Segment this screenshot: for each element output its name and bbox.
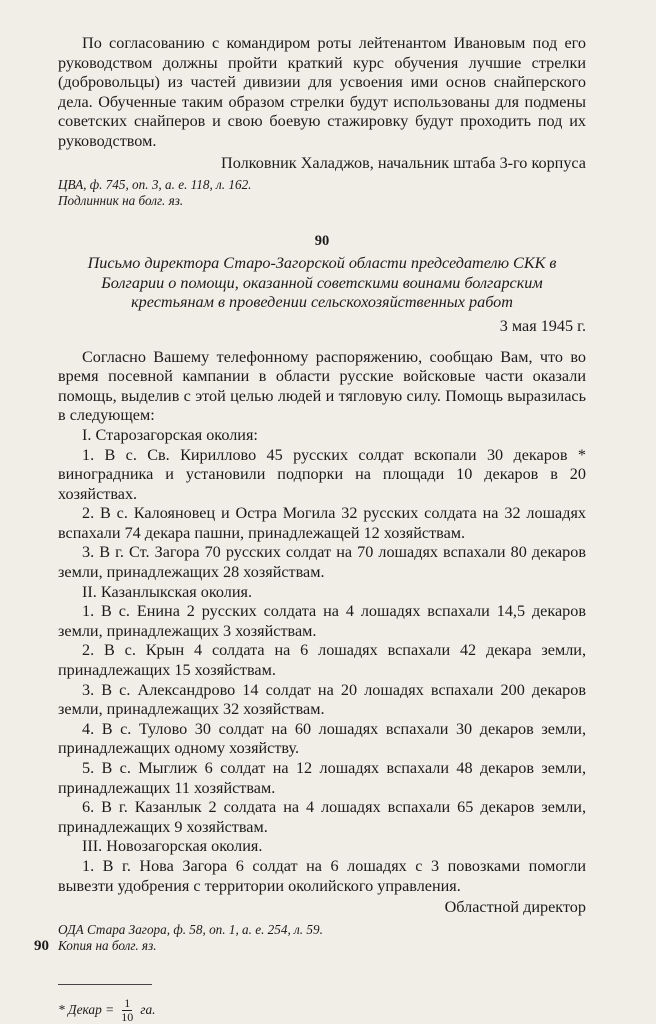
- section-2: [58, 583, 586, 838]
- document-title: Письмо директора Старо-Загорской области председателю СКК в Болгарии о помощи, оказанной советскими воинами болгарским крестьянам в проведении сельскохозяйственных работ: [87, 254, 557, 312]
- source-note-line: Копия на болг. яз.: [58, 937, 157, 953]
- section-item: 1. В г. Нова Загора 6 солдат на 6 лошадях с 3 повозками помогли вывезти удобрения с территории околийского управления.: [58, 856, 586, 895]
- section-heading: I. Старозагорская околия:: [82, 425, 258, 444]
- section-item: 5. В с. Мыглиж 6 солдат на 12 лошадях вспахали 48 декаров земли, принадлежащих 11 хозяйствам.: [58, 759, 586, 797]
- document-date: 3 мая 1945 г.: [499, 316, 586, 335]
- fraction: [121, 997, 133, 1024]
- fraction-numerator: 1: [124, 995, 131, 1010]
- section-item: 2. В с. Крын 4 солдата на 6 лошадях вспахали 42 декара земли, принадлежащих 15 хозяйствам.: [58, 641, 586, 680]
- source-archive-line: ЦВА, ф. 745, оп. 3, а. е. 118, л. 162.: [58, 177, 252, 193]
- section-item: 3. В г. Ст. Загора 70 русских солдат на 70 лошадях вспахали 80 декаров земли, принадлежащих 28 хозяйствам.: [58, 543, 586, 582]
- section-item: 2. В с. Калояновец и Остра Могила 32 русских солдата на 32 лошадях вспахали 74 декара пашни, принадлежащей 12 хозяйствам.: [58, 504, 586, 542]
- section-item: 1. В с. Енина 2 русских солдата на 4 лошадях вспахали 14,5 декаров земли, принадлежащих 3 хозяйствам.: [58, 602, 586, 640]
- section-heading: II. Казанлыкская околия.: [82, 582, 253, 601]
- footnote: [58, 997, 586, 1024]
- fraction-denominator: 10: [121, 1009, 134, 1024]
- source-reference-2: [58, 922, 586, 954]
- section-heading: III. Новозагорская околия.: [82, 837, 263, 856]
- section-item: 6. В г. Казанлык 2 солдата на 4 лошадях вспахали 65 декаров земли, принадлежащих 9 хозяйствам.: [58, 798, 586, 836]
- footnote-unit: га.: [140, 1002, 156, 1018]
- section-3: [58, 837, 586, 896]
- signature-khaladzhov: Полковник Халаджов, начальник штаба 3-го корпуса: [221, 153, 586, 172]
- section-item: 3. В с. Александрово 14 солдат на 20 лошадях вспахали 200 декаров земли, принадлежащих 32 хозяйствам.: [58, 680, 586, 719]
- letter-intro: Согласно Вашему телефонному распоряжению, сообщаю Вам, что во время посевной кампании в области русские войсковые части оказали помощь, выделив с этой целью людей и тягловую силу. Помощь выразилась в следующем:: [58, 347, 586, 425]
- document-number: 90: [314, 233, 330, 250]
- section-1: [58, 426, 586, 583]
- page-number: 90: [34, 938, 49, 954]
- footnote-divider: [58, 984, 152, 985]
- signature-regional-director: Областной директор: [444, 898, 586, 917]
- section-item: 1. В с. Св. Кириллово 45 русских солдат вскопали 30 декаров * виноградника и установили подпорки на площади 10 декаров в 20 хозяйствах.: [58, 445, 586, 503]
- source-note-line: Подлинник на болг. яз.: [58, 193, 184, 209]
- source-archive-line: ОДА Стара Загора, ф. 58, оп. 1, а. е. 254, л. 59.: [58, 921, 323, 937]
- section-item: 4. В с. Тулово 30 солдат на 60 лошадях вспахали 30 декаров земли, принадлежащих одному хозяйству.: [58, 719, 586, 758]
- footnote-label: * Декар =: [58, 1002, 115, 1018]
- source-reference-1: [58, 177, 586, 209]
- intro-paragraph: По согласованию с командиром роты лейтенантом Ивановым под его руководством должны пройти краткий курс обучения лучшие стрелки (добровольцы) из частей дивизии для усвоения ими основ снайперского дела. Обученные таким образом стрелки будут использованы для подмены советских снайперов и свою боевую стажировку будут проходить под их руководством.: [58, 34, 586, 150]
